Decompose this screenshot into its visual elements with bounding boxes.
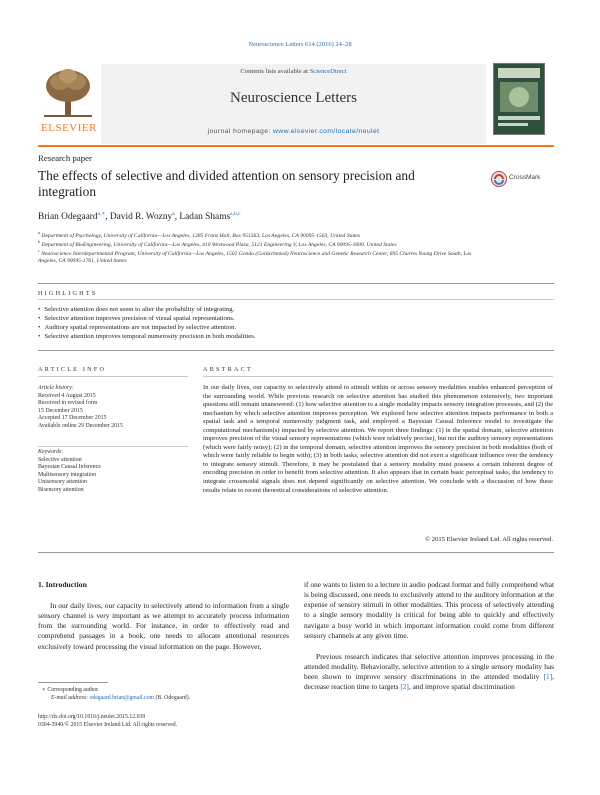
body-paragraph: if one wants to listen to a lecture in audio podcast format and fully comprehend what is being discussed, one needs to exclusively attend to the auditory information at the expense of sensory stimuli in other modalities. This process of selectively attending to a single sensory modality is critical for being able to quickly and effectively navigate a busy world in which important information could come from different sensory channels at any given time. xyxy=(304,580,554,640)
abstract-text: In our daily lives, our capacity to selectively attend to stimuli within or across sensory modalities enables enhanced perception of the surrounding world. While previous research on selective attention has studied this phenomenon extensively, two important questions still remain unanswered: (1) how selective attention to a single modality impacts sensory integration processes, and (2) the mechanism by which selective attention improves perception. We explored how selective attention impacts performance in both a spatial task and a temporal numerosity judgment task, and employed a Bayesian Causal Inference model to investigate the computational mechanism(s) impacted by selective attention. We report three findings: (1) in the spatial domain, selective attention improves precision of the visual sensory representations (which were relatively precise), but not the auditory sensory representations (which were fairly noisy); (2) in the temporal domain, selective attention improves the sensory precision in both modalities (both of which were fairly reliable to begin with); (3) in both tasks, selective attention did not exert a significant influence over the tendency to integrate sensory stimuli. Therefore, it may be postulated that a sensory modality must possess a certain inherent degree of encoding precision in order to benefit from selective attention. It also appears that in certain basic perceptual tasks, the tendency to integrate crossmodal signals does not depend significantly on selective attention. We conclude with a discussion of how these results relate to recent theoretical considerations of selective attention. xyxy=(203,384,553,494)
article-info-heading: ARTICLE INFO xyxy=(38,366,107,373)
affiliation: $^c$ Neuroscience Interdepartmental Program, University of California—Los Angeles, 1502 Gonda (Goldschmied) Neuroscience and Genetic Research Center, 695 Charles Young Drive South, Los Angeles, CA 90095-1761, United States xyxy=(38,248,472,265)
header-divider xyxy=(38,145,554,147)
footnote-rule xyxy=(38,682,108,683)
divider xyxy=(38,350,554,351)
journal-title: Neuroscience Letters xyxy=(229,90,358,106)
highlights-list xyxy=(38,306,548,342)
author-name: Brian Odegaard xyxy=(38,212,98,223)
highlight-item: • Selective attention improves temporal numerosity precision in both modalities. xyxy=(38,333,548,342)
contents-line: Contents lists available at ScienceDirect xyxy=(240,68,347,75)
email-link[interactable]: odegaard.brian@gmail.com xyxy=(89,695,155,701)
section-heading-introduction: 1. Introduction xyxy=(38,580,87,589)
email-note: E-mail address: odegaard.brian@gmail.com (B. Odegaard). xyxy=(51,695,191,701)
citation-link[interactable]: [1] xyxy=(543,672,553,682)
body-paragraph: Previous research indicates that selective attention improves processing in the attended modality. Behaviorally, selective attention to a single sensory modality has been shown to improve sensory discriminations in the attended modality [1], decrease reaction time to targets [2], and improve spatial discrimination xyxy=(304,652,554,692)
publisher-name: ELSEVIER xyxy=(41,122,97,134)
divider xyxy=(38,446,188,447)
divider xyxy=(38,552,554,553)
affiliation: $^a$ Department of Psychology, University of California—Los Angeles, 1285 Franz Hall, Box 951563, Los Angeles, CA 90095-1563, United States xyxy=(38,230,361,239)
issn-line: 0304-3940/© 2015 Elsevier Ireland Ltd. All rights reserved. xyxy=(38,722,178,728)
crossmark-badge[interactable] xyxy=(491,171,547,192)
highlight-item: • Selective attention does not seem to alter the probability of integrating. xyxy=(38,306,548,315)
journal-cover-image xyxy=(493,63,545,135)
highlight-item: • Selective attention improves precision of visual spatial representations. xyxy=(38,315,548,324)
doi-link[interactable]: http://dx.doi.org/10.1016/j.neulet.2015.12.039 xyxy=(38,714,146,720)
author-sup[interactable]: a,b,c xyxy=(230,211,241,217)
abstract-heading: ABSTRACT xyxy=(203,366,253,373)
article-history: Article history: Received 4 August 2015 Received in revised form 15 December 2015 Accepted 17 December 2015 Available online 29 December 2015 xyxy=(38,385,123,429)
crossmark-label: CrossMark xyxy=(509,174,541,181)
citation-link[interactable]: [2] xyxy=(400,682,409,692)
keywords: Keywords: Selective attention Bayesian Causal Inference Multisensory integration Unisensory attention Bisensory attention xyxy=(38,449,101,493)
author-sup[interactable]: a,∗ xyxy=(97,211,106,217)
journal-reference[interactable]: Neuroscience Letters 614 (2016) 24–28 xyxy=(248,41,352,48)
article-type: Research paper xyxy=(38,153,92,163)
divider xyxy=(38,283,554,284)
affiliation: $^b$ Department of BioEngineering, University of California—Los Angeles, 410 Westwood Plaza, 5121 Engineering V, Los Angeles, CA 90095-1600, United States xyxy=(38,239,397,248)
author-list: Brian Odegaard$^{a,∗}$, David R. Wozny$^a$, Ladan Shams$^{a,b,c}$ xyxy=(38,211,241,223)
article-title: The effects of selective and divided attention on sensory precision and integration xyxy=(38,168,415,199)
divider xyxy=(203,376,553,377)
divider xyxy=(38,299,554,300)
journal-homepage: journal homepage: www.elsevier.com/locate/neulet xyxy=(207,128,380,135)
highlights-heading: HIGHLIGHTS xyxy=(38,290,98,297)
corresponding-author-note: ∗ Corresponding author. xyxy=(42,687,100,693)
elsevier-tree-logo xyxy=(38,64,98,128)
author-sup[interactable]: a xyxy=(172,211,175,217)
author-name: David R. Wozny xyxy=(109,212,173,223)
author-name: Ladan Shams xyxy=(179,212,231,223)
highlight-item: • Auditory spatial representations are not impacted by selective attention. xyxy=(38,324,548,333)
sciencedirect-link[interactable]: ScienceDirect xyxy=(309,68,347,75)
homepage-link[interactable]: www.elsevier.com/locate/neulet xyxy=(272,128,380,135)
intro-paragraph: In our daily lives, our capacity to selectively attend to information from a single sensory channel is very important as we attempt to accurately process information from the surrounding world. For instance, in order to effectively read and comprehend passages in a book, one needs to allocate attentional resources exclusively toward processing the visual information on the page. However, xyxy=(38,601,289,651)
copyright-notice: © 2015 Elsevier Ireland Ltd. All rights reserved. xyxy=(425,536,553,543)
divider xyxy=(38,376,188,377)
